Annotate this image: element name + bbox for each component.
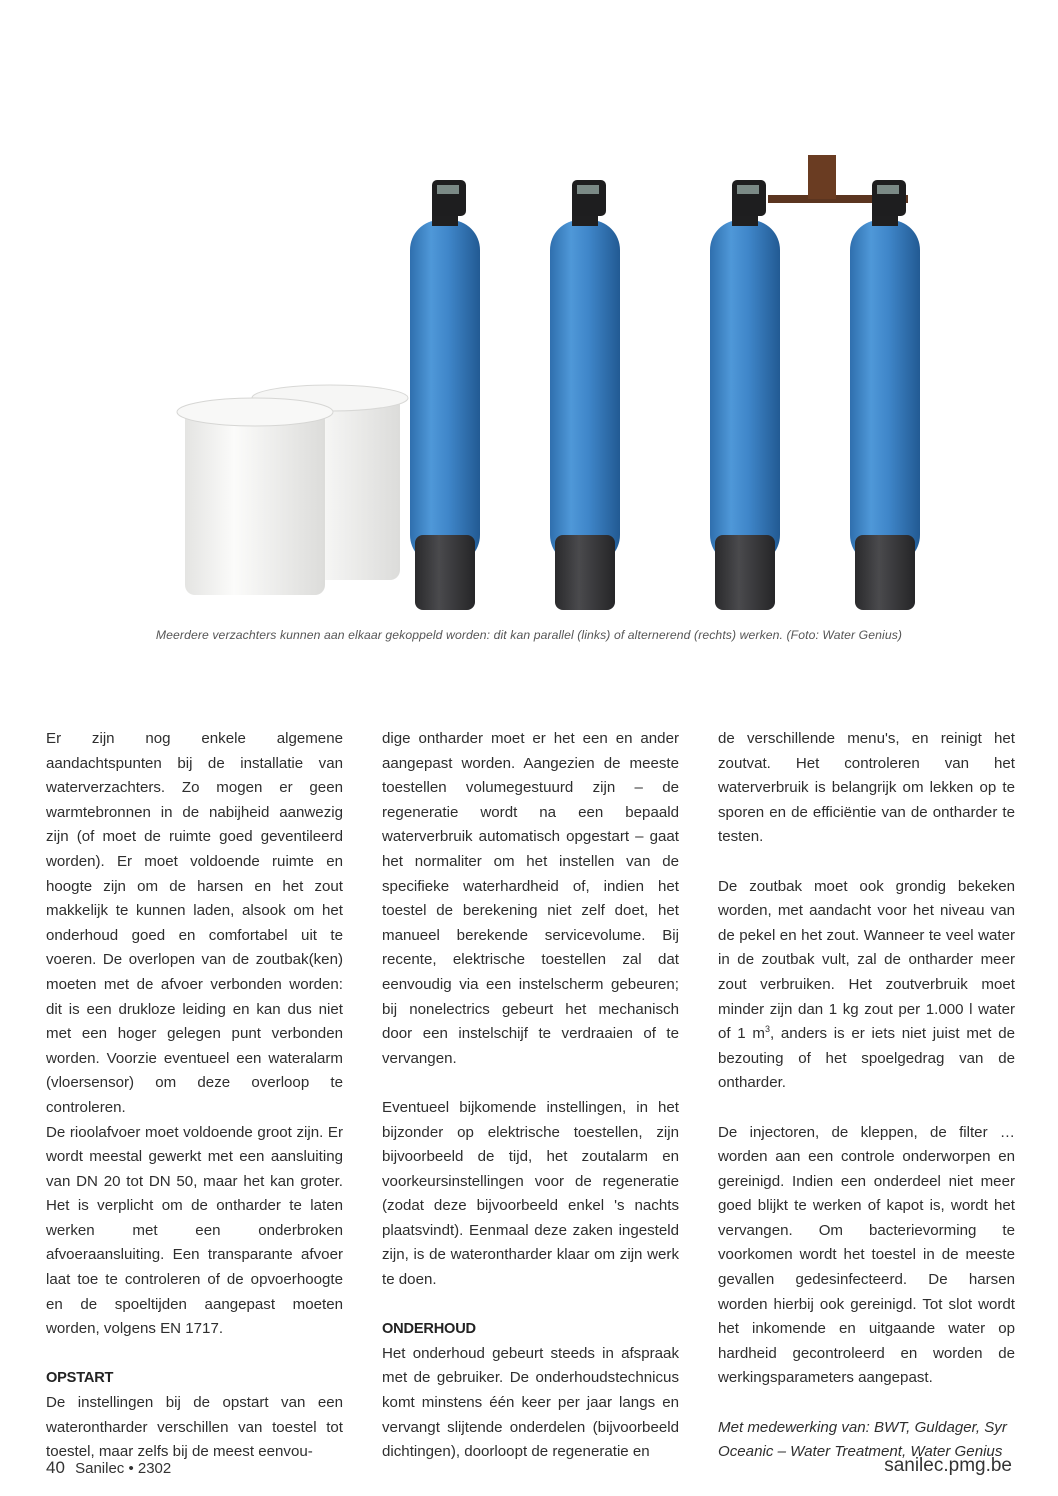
softener-tank-4 [850,180,920,610]
paragraph: De instellingen bij de opstart van een waterontharder verschillen van toestel tot toestel, maar zelfs bij de meest eenvou- [46,1394,343,1461]
brine-tank-front [177,398,333,595]
paragraph: de verschillende menu's, en reinigt het zoutvat. Het controleren van het waterverbruik is belangrijk om lekken op te sporen en de efficiëntie van de ontharder te testen. [718,730,1015,846]
page-number: 40 [46,1458,65,1477]
paragraph: Het onderhoud gebeurt steeds in afspraak met de gebruiker. De onderhoudstechnicus komt minstens één keer per jaar langs en vervangt slijtende onderdelen (bijvoorbeeld dichtingen), doorloopt de regeneratie en [382,1344,679,1461]
text-column-3 [718,727,1015,1465]
paragraph: dige ontharder moet er het een en ander aangepast worden. Aangezien de meeste toestellen volumegestuurd zijn – de regeneratie wordt na een bepaald waterverbruik automatisch opgestart – gaat het normaliter om het instellen van de specifieke waterhardheid of, indien het toestel de berekening niet zelf doet, het manueel berekende servicevolume. Bij recente, elektrische toestellen zal dat eenvoudig via een instelscherm gebeuren; bij nonelectrics gebeurt het mechanisch door een instelschijf te verdraaien of te vervangen. [382,730,679,1067]
paragraph: De injectoren, de kleppen, de filter … worden aan een controle onderworpen en gereinigd. Indien een onderdeel niet meer goed blijkt te werken of kapot is, wordt het vervangen. Om bacterievorming te voorkomen wordt het toestel in de meeste gevallen gedesinfecteerd. De harsen worden hierbij ook gereinigd. Tot slot wordt het inkomende en uitgaande water op hardheid gecontroleerd en worden de werkingsparameters aangepast. [718,1123,1015,1387]
photo-caption: Meerdere verzachters kunnen aan elkaar gekoppeld worden: dit kan parallel (links) of alternerend (rechts) werken. (Foto: Water Genius) [155,628,903,642]
section-heading-onderhoud: ONDERHOUD [382,1321,476,1338]
product-photo [160,150,920,620]
credits: Met medewerking van: BWT, Guldager, Syr Oceanic – Water Treatment, Water Genius [718,1418,1007,1461]
paragraph [718,875,1015,1096]
softener-tank-2 [550,180,620,610]
paragraph: Er zijn nog enkele algemene aandachtspunten bij de installatie van waterverzachters. Zo mogen er geen warmtebronnen in de nabijheid aanwezig zijn (of moet de ruimte goed geventileerd worden). Er moet voldoende ruimte en hoogte zijn om de harsen en het zout makkelijk te kunnen laden, alsook om het onderhoud goed en comfortabel uit te voeren. De overlopen van de zoutbak(ken) moeten met de afvoer verbonden worden: dit is een drukloze leiding en kan dus niet met een hoger gelegen punt verbonden worden. Voorzie eventueel een wateralarm (vloersensor) om deze overloop te controleren. [46,730,343,1116]
superscript: 3 [764,1024,770,1035]
paragraph-part: , anders is er iets niet juist met de bezouting of het spoelgedrag van de ontharder. [718,1025,1015,1092]
paragraph-part: De zoutbak moet ook grondig bekeken worden, met aandacht voor het niveau van de pekel en het zout. Wanneer te veel water in de zoutbak vult, zal de ontharder meer zout verbruiken. Het zoutverbruik moet minder zijn dan 1 kg zout per 1.000 l water of 1 m [718,877,1015,1043]
paragraph: De rioolafvoer moet voldoende groot zijn. Er wordt meestal gewerkt met een aansluiting van DN 20 tot DN 50, maar het kan groter. Het is verplicht om de ontharder te laten werken met een onderbroken afvoeraansluiting. Een transparante afvoer laat toe te controleren of de opvoerhoogte en de spoeltijden aangepast moeten worden, volgens EN 1717. [46,1123,343,1338]
paragraph: Eventueel bijkomende instellingen, in het bijzonder op elektrische toestellen, zijn bijvoorbeeld de tijd, het zoutalarm en voorkeursinstellingen voor de regeneratie (zodat deze bijvoorbeeld enkel 's nachts plaatsvindt). Eenmaal deze zaken ingesteld zijn, is de waterontharder klaar om zijn werk te doen. [382,1098,679,1289]
website-url[interactable]: sanilec.pmg.be [884,1455,1012,1476]
softener-tank-3 [710,180,780,610]
section-heading-opstart: OPSTART [46,1370,114,1387]
softener-tank-1 [410,180,480,610]
page-footer [46,1458,171,1478]
publication-issue: Sanilec • 2302 [75,1460,172,1477]
text-column-2 [382,727,679,1465]
text-column-1 [46,727,343,1465]
